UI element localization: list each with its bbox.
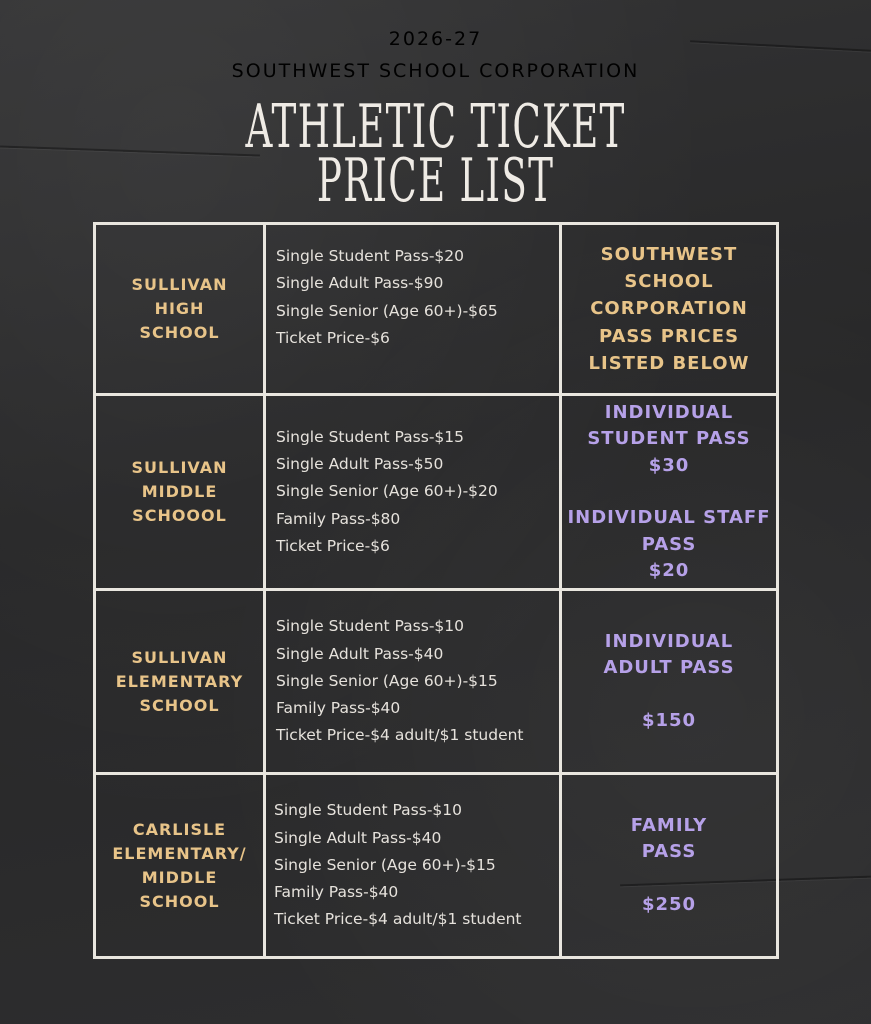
price-item: Single Adult Pass-$90 — [276, 274, 444, 293]
price-item: Ticket Price-$6 — [276, 328, 390, 347]
price-list — [266, 591, 559, 772]
price-item: Single Adult Pass-$40 — [276, 644, 444, 663]
school-name-sullivan-high: SULLIVAN HIGH SCHOOL — [131, 275, 228, 342]
adult-pass-label: ADULT PASS — [603, 657, 735, 679]
staff-pass-label: INDIVIDUAL STAFF — [567, 507, 771, 528]
family-pass-label: FAMILY — [630, 814, 708, 836]
family-pass-label: PASS — [641, 841, 697, 863]
price-list — [266, 396, 559, 588]
price-item: Single Adult Pass-$50 — [276, 455, 444, 474]
price-item: Single Senior (Age 60+)-$15 — [274, 855, 496, 874]
price-item: Single Senior (Age 60+)-$15 — [276, 671, 498, 690]
price-item: Single Student Pass-$15 — [276, 427, 464, 446]
price-item: Ticket Price-$4 adult/$1 student — [276, 726, 524, 745]
page-title-line2: PRICE LIST — [316, 146, 555, 216]
student-pass-price: $30 — [648, 454, 690, 476]
season-year: 2026-27 — [388, 28, 483, 50]
price-item: Single Student Pass-$10 — [274, 801, 462, 820]
school-name-sullivan-middle: SULLIVAN MIDDLE SCHOOOL — [131, 458, 228, 525]
price-item: Ticket Price-$6 — [276, 536, 390, 555]
table-border-bottom — [93, 956, 779, 959]
student-pass-label: INDIVIDUAL — [604, 401, 734, 423]
pass-prices-note: SOUTHWEST SCHOOL CORPORATION PASS PRICES LISTED BELOW — [588, 243, 750, 374]
page-title-line1: ATHLETIC TICKET — [245, 92, 626, 162]
adult-pass-label: INDIVIDUAL — [604, 630, 734, 652]
staff-pass-price: $20 — [648, 560, 690, 581]
price-table — [93, 222, 779, 959]
price-item: Single Adult Pass-$40 — [274, 828, 442, 847]
staff-student-pass-prices — [562, 396, 776, 588]
price-item: Single Student Pass-$10 — [276, 617, 464, 636]
price-item: Single Senior (Age 60+)-$20 — [276, 482, 498, 501]
price-item: Family Pass-$80 — [276, 509, 401, 528]
price-list — [266, 225, 559, 393]
price-item: Single Student Pass-$20 — [276, 247, 464, 265]
adult-pass-amount: $150 — [641, 709, 697, 731]
family-pass-price — [562, 775, 776, 956]
price-item: Single Senior (Age 60+)-$65 — [276, 301, 498, 320]
student-pass-label: STUDENT PASS — [587, 428, 751, 449]
price-item: Ticket Price-$4 adult/$1 student — [274, 910, 522, 929]
corporation-name: SOUTHWEST SCHOOL CORPORATION — [231, 60, 640, 82]
family-pass-amount: $250 — [641, 893, 697, 915]
school-name-carlisle: CARLISLE ELEMENTARY/ MIDDLE SCHOOL — [112, 819, 247, 911]
adult-pass-price — [562, 591, 776, 772]
price-item: Family Pass-$40 — [274, 883, 399, 902]
price-list — [264, 775, 559, 956]
staff-pass-label: PASS — [641, 533, 697, 555]
school-name-sullivan-elementary: SULLIVAN ELEMENTARY SCHOOL — [115, 647, 244, 715]
price-item: Family Pass-$40 — [276, 699, 401, 718]
